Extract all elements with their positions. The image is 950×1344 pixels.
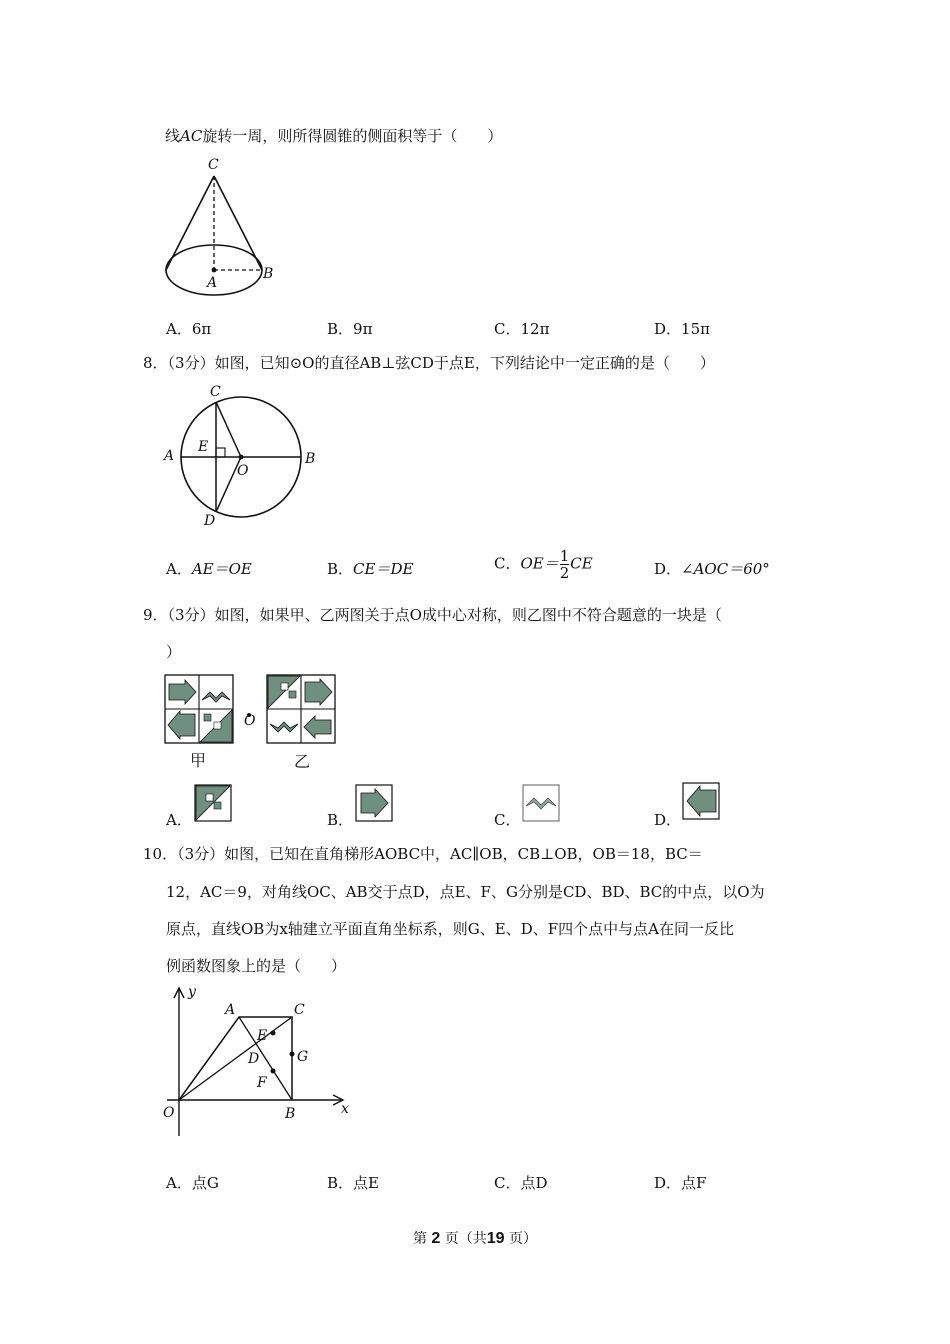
trapezoid-figure (155, 982, 365, 1142)
point-f (271, 1069, 276, 1074)
q8-stem-text: 如图，已知⊙O的直径AB⊥弦CD于点E，下列结论中一定正确的是（ ） (214, 354, 715, 372)
total-pages: 19 (486, 1230, 505, 1247)
q9-option-c-tile[interactable] (522, 784, 560, 822)
cone-right-edge (214, 176, 262, 270)
circle-figure (160, 380, 330, 530)
q8-score: （3分） (167, 354, 215, 372)
label-f: F (257, 1075, 267, 1091)
point-e (271, 1031, 276, 1036)
q9-option-c[interactable]: C． (494, 811, 521, 829)
q9-option-b-tile[interactable] (355, 784, 393, 822)
q7-option-a[interactable]: A．6π (166, 320, 212, 338)
q10-stem-line-2: 12，AC＝9，对角线OC、AB交于点D，点E、F、G分别是CD、BD、BC的中点，以O为 (166, 883, 765, 901)
label-a: A (164, 448, 175, 464)
q9-stem-text: 如图，如果甲、乙两图关于点O成中心对称，则乙图中不符合题意的一块是（ (214, 606, 722, 624)
q7-option-d[interactable]: D．15π (654, 320, 710, 338)
label-e: E (257, 1028, 268, 1044)
label-a: A (207, 275, 218, 291)
label-x: x (341, 1101, 349, 1117)
q7-option-c[interactable]: C．12π (494, 320, 550, 338)
label-c: C (294, 1002, 305, 1018)
label-o: O (237, 463, 249, 479)
symmetry-figure (160, 670, 345, 775)
q7-text-post: 旋转一周，则所得圆锥的侧面积等于（ ） (202, 127, 503, 145)
fraction-one-half: $\frac{1}{2}$ (559, 547, 570, 582)
q9-option-d[interactable]: D． (654, 811, 682, 829)
label-a: A (225, 1002, 236, 1018)
label-o: O (163, 1105, 175, 1121)
label-b: B (263, 266, 274, 282)
q9-stem-end: ） (166, 643, 182, 661)
q8-option-b[interactable]: B．CE＝DE (327, 560, 414, 578)
label-yi: 乙 (294, 752, 311, 771)
q7-text-pre: 线 (165, 127, 181, 145)
q10-stem-line-3: 原点，直线OB为x轴建立平面直角坐标系，则G、E、D、F四个点中与点A在同一反比 (166, 920, 734, 938)
q9-option-a[interactable]: A． (166, 811, 192, 829)
q7-option-b[interactable]: B．9π (327, 320, 373, 338)
q10-stem-line-1 (143, 844, 703, 864)
q9-option-b[interactable]: B． (327, 811, 354, 829)
q10-number: 10． (143, 845, 178, 863)
label-y: y (188, 984, 196, 1000)
cone-figure (150, 150, 290, 300)
q10-line1-text: 如图，已知在直角梯形AOBC中，AC∥OB，CB⊥OB，OB＝18，BC＝ (224, 845, 703, 863)
grid-jia (165, 675, 233, 743)
cone-center-dot (212, 268, 217, 273)
q10-option-d[interactable]: D．点F (654, 1174, 707, 1192)
q10-option-a[interactable]: A．点G (166, 1174, 219, 1192)
q7-text-var: AC (180, 127, 203, 145)
label-jia: 甲 (190, 751, 207, 770)
point-g (290, 1052, 295, 1057)
label-e: E (198, 439, 209, 455)
q10-stem-line-4: 例函数图象上的是（ ） (166, 957, 347, 975)
label-o: O (244, 713, 256, 729)
diagonal-oc (179, 1017, 292, 1100)
q8-option-c[interactable]: C．OE＝ $\frac{1}{2}$ CE (494, 547, 593, 582)
label-g: G (297, 1049, 309, 1065)
label-c: C (208, 157, 219, 173)
q9-stem (143, 605, 722, 625)
q10-option-b[interactable]: B．点E (327, 1174, 379, 1192)
segment-oc (216, 402, 241, 457)
q8-option-a[interactable]: A．AE＝OE (166, 560, 252, 578)
q10-score: （3分） (177, 845, 225, 863)
q9-score: （3分） (167, 606, 215, 624)
page-number: 2 (431, 1230, 441, 1247)
page-footer: 第 2 页（共19 页） (412, 1230, 538, 1247)
grid-yi (267, 675, 335, 743)
q8-stem (143, 353, 715, 373)
label-d: D (248, 1051, 260, 1067)
q9-option-a-tile[interactable] (194, 784, 232, 822)
label-b: B (285, 1106, 296, 1122)
center-dot (239, 455, 244, 460)
q9-option-d-tile[interactable] (682, 782, 720, 820)
q8-option-d[interactable]: D．∠AOC＝60° (654, 560, 770, 578)
q8-number: 8． (143, 354, 168, 372)
label-d: D (204, 513, 216, 529)
q7-continuation (165, 126, 502, 146)
q9-number: 9． (143, 606, 168, 624)
q10-option-c[interactable]: C．点D (494, 1174, 548, 1192)
label-c: C (210, 384, 221, 400)
right-angle-mark (216, 448, 225, 457)
label-b: B (305, 451, 316, 467)
cone-left-edge (166, 176, 214, 270)
